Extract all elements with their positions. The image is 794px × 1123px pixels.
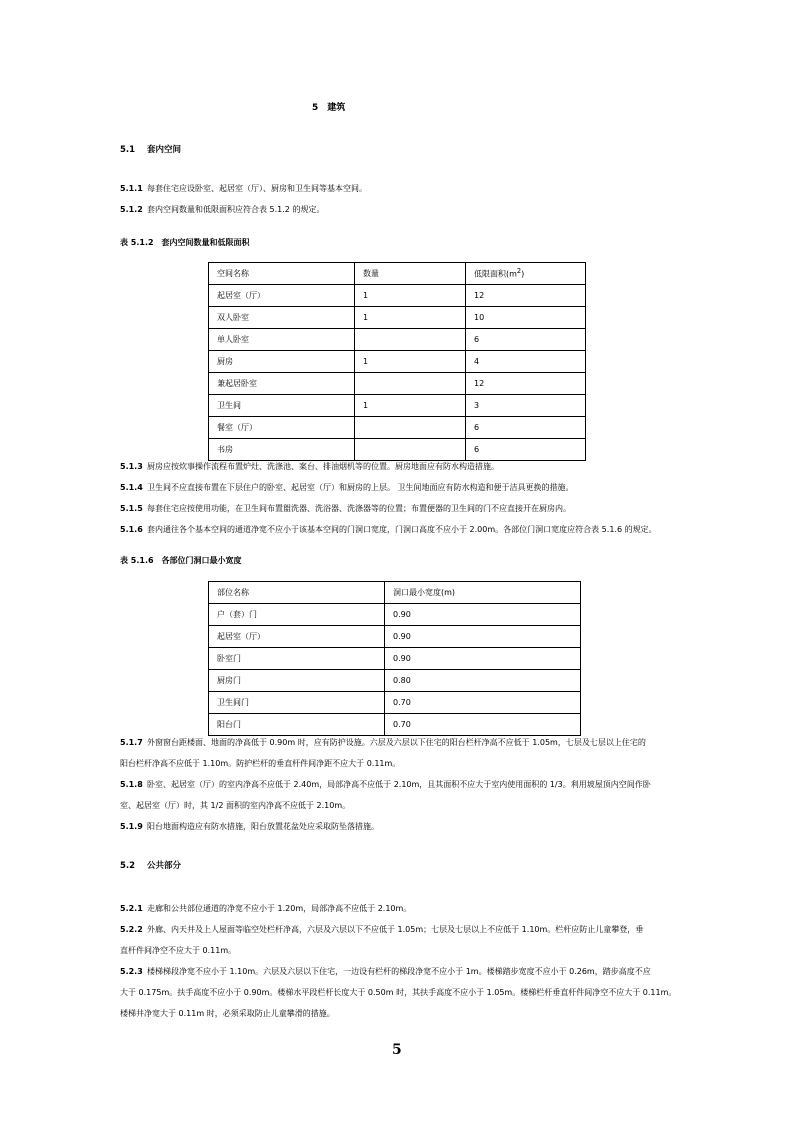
table-cell: 1 <box>355 395 466 417</box>
table-cell: 阳台门 <box>209 714 385 736</box>
table-row <box>209 626 581 648</box>
clause-5-1-8 <box>120 774 651 795</box>
table-row <box>209 670 581 692</box>
clause-number: 5.2.3 <box>120 967 143 976</box>
table-cell: 户（套）门 <box>209 604 385 626</box>
clause-number: 5.1.9 <box>120 822 143 831</box>
table-cell: 6 <box>466 417 586 439</box>
table-cell <box>355 329 466 351</box>
clause-5-1-4 <box>120 477 574 498</box>
table-cell: 单人卧室 <box>209 329 355 351</box>
clause-number: 5.1.8 <box>120 780 143 789</box>
clause-number: 5.1.6 <box>120 525 143 534</box>
header-cell: 部位名称 <box>209 582 385 604</box>
table-row <box>209 692 581 714</box>
clause-text: 阳台地面构造应有防水措施，阳台放置花盆处应采取防坠落措施。 <box>147 822 379 831</box>
table-row <box>209 329 586 351</box>
subsection-title: 套内空间 <box>147 145 182 155</box>
table-cell: 双人卧室 <box>209 307 355 329</box>
table-row <box>209 395 586 417</box>
table-cell: 1 <box>355 285 466 307</box>
table-cell: 起居室（厅） <box>209 285 355 307</box>
clause-5-2-2 <box>120 919 643 940</box>
header-cell: 空间名称 <box>209 263 355 285</box>
table-cell: 卧室门 <box>209 648 385 670</box>
clause-5-1-8-line2: 室、起居室（厅）时，其 1/2 面积的室内净高不应低于 2.10m。 <box>120 801 351 810</box>
table-cell: 10 <box>466 307 586 329</box>
clause-text: 每套住宅应设卧室、起居室（厅）、厨房和卫生间等基本空间。 <box>147 184 367 193</box>
subsection-title: 公共部分 <box>147 861 182 871</box>
clause-text: 卧室、起居室（厅）的室内净高不应低于 2.40m，局部净高不应低于 2.10m，且其面积不应大于室内使用面积的 1/3。利用坡屋顶内空间作卧 <box>147 780 651 789</box>
clause-number: 5.1.2 <box>120 205 143 214</box>
table-cell: 0.90 <box>385 648 581 670</box>
table-cell: 3 <box>466 395 586 417</box>
table-cell: 12 <box>466 285 586 307</box>
table-cell: 书房 <box>209 439 355 461</box>
clause-5-2-3-line2: 大于 0.175m。扶手高度不应小于 0.90m。楼梯水平段栏杆长度大于 0.50m 时，其扶手高度不应小于 1.05m。楼梯栏杆垂直杆件间净空不应大于 0.11m。 <box>120 988 677 997</box>
table-cell <box>355 373 466 395</box>
clause-5-2-1 <box>120 898 411 919</box>
table-row <box>209 648 581 670</box>
table-row <box>209 417 586 439</box>
clause-5-1-3 <box>120 456 499 477</box>
table-5-1-2-caption: 表 5.1.2 套内空间数量和低限面积 <box>120 238 250 247</box>
clause-5-1-1 <box>120 178 367 199</box>
clause-text: 厨房应按炊事操作流程布置炉灶、洗涤池、案台、排油烟机等的位置。厨房地面应有防水构造措施。 <box>147 462 499 471</box>
table-cell: 厨房 <box>209 351 355 373</box>
clause-text: 每套住宅应按使用功能，在卫生间布置盥洗器、洗浴器、洗涤器等的位置；布置便器的卫生间的门不应直接开在厨房内。 <box>147 504 571 513</box>
clause-5-2-2-line2: 直杆件间净空不应大于 0.11m。 <box>120 946 237 955</box>
table-row <box>209 307 586 329</box>
table-header-row <box>209 263 586 285</box>
table-cell: 餐室（厅） <box>209 417 355 439</box>
clause-5-1-9 <box>120 816 379 837</box>
table-header-row <box>209 582 581 604</box>
header-cell: 洞口最小宽度(m) <box>385 582 581 604</box>
table-cell: 0.80 <box>385 670 581 692</box>
clause-text: 卫生间不应直接布置在下层住户的卧室、起居室（厅）和厨房的上层。 卫生间地面应有防水构造和便于洁具更换的措施。 <box>147 483 574 492</box>
clause-number: 5.1.3 <box>120 462 143 471</box>
clause-number: 5.1.5 <box>120 504 143 513</box>
clause-5-1-7 <box>120 732 646 753</box>
table-row <box>209 604 581 626</box>
table-row <box>209 351 586 373</box>
clause-number: 5.1.4 <box>120 483 143 492</box>
clause-number: 5.2.1 <box>120 904 143 913</box>
table-cell: 12 <box>466 373 586 395</box>
table-cell: 0.90 <box>385 604 581 626</box>
header-cell: 数量 <box>355 263 466 285</box>
clause-text: 走廊和公共部位通道的净宽不应小于 1.20m，局部净高不应低于 2.10m。 <box>147 904 412 913</box>
table-cell: 0.70 <box>385 714 581 736</box>
clause-number: 5.1.7 <box>120 738 143 747</box>
clause-5-1-5 <box>120 498 571 519</box>
table-cell: 卫生间 <box>209 395 355 417</box>
table-5-1-6-caption: 表 5.1.6 各部位门洞口最小宽度 <box>120 556 242 565</box>
clause-text: 外廊、内天井及上人屋面等临空处栏杆净高，六层及六层以下不应低于 1.05m；七层及七层以上不应低于 1.10m。栏杆应防止儿童攀登，垂 <box>147 925 644 934</box>
table-cell: 4 <box>466 351 586 373</box>
table-cell: 1 <box>355 307 466 329</box>
table-cell: 厨房门 <box>209 670 385 692</box>
page-number: 5 <box>392 1042 402 1058</box>
table-cell: 起居室（厅） <box>209 626 385 648</box>
clause-5-2-3 <box>120 961 651 982</box>
table-cell <box>355 417 466 439</box>
table-cell: 6 <box>466 329 586 351</box>
clause-number: 5.2.2 <box>120 925 143 934</box>
subsection-number: 5.1 <box>120 145 136 155</box>
table-row <box>209 373 586 395</box>
clause-number: 5.1.1 <box>120 184 143 193</box>
table-cell: 0.90 <box>385 626 581 648</box>
subsection-number: 5.2 <box>120 861 136 871</box>
space-area-table <box>208 262 586 461</box>
header-cell: 低限面积$(m^2)$ <box>466 263 586 285</box>
clause-5-1-6 <box>120 519 657 540</box>
subsection-5-2-heading <box>120 859 181 871</box>
table-cell: 兼起居卧室 <box>209 373 355 395</box>
clause-text: 套内空间数量和低限面积应符合表 5.1.2 的规定。 <box>147 205 325 214</box>
table-cell: 1 <box>355 351 466 373</box>
table-cell: 0.70 <box>385 692 581 714</box>
clause-5-1-2 <box>120 199 324 220</box>
table-row <box>209 285 586 307</box>
clause-5-1-7-line2: 阳台栏杆净高不应低于 1.10m。防护栏杆的垂直杆件间净距不应大于 0.11m。 <box>120 759 401 768</box>
door-width-table <box>208 581 581 736</box>
section-title: 5 建筑 <box>312 103 346 113</box>
clause-text: 套内通往各个基本空间的通道净宽不应小于该基本空间的门洞口宽度，门洞口高度不应小于 2.00m。各部位门洞口宽度应符合表 5.1.6 的规定。 <box>147 525 657 534</box>
clause-5-2-3-line3: 楼梯井净宽大于 0.11m 时，必须采取防止儿童攀滑的措施。 <box>120 1009 335 1018</box>
table-cell: 6 <box>466 439 586 461</box>
subsection-5-1-heading <box>120 143 181 155</box>
table-cell: 卫生间门 <box>209 692 385 714</box>
clause-text: 楼梯梯段净宽不应小于 1.10m。六层及六层以下住宅，一边设有栏杆的梯段净宽不应小于 1m。楼梯踏步宽度不应小于 0.26m，踏步高度不应 <box>147 967 651 976</box>
clause-text: 外窗窗台距楼面、地面的净高低于 0.90m 时，应有防护设施。六层及六层以下住宅的阳台栏杆净高不应低于 1.05m，七层及七层以上住宅的 <box>147 738 646 747</box>
